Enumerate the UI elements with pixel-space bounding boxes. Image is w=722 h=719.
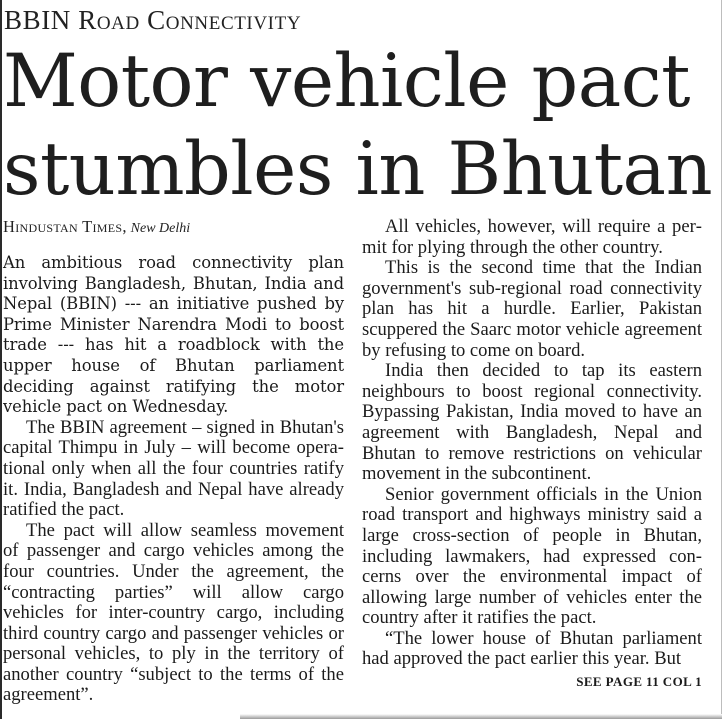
byline <box>3 217 344 239</box>
article-paragraph: The BBIN agreement – signed in Bhutan's capital Thimpu in July – will become operational only when all the four countries ratify it. India, Bangladesh and Nepal have already ratified the pact. <box>3 416 344 521</box>
headline: Motor vehicle pact stumbles in Bhutan <box>3 39 713 212</box>
article-column-right <box>362 217 702 693</box>
article-paragraph: “The lower house of Bhutan parliament had approved the pact earlier this year. But <box>362 627 702 670</box>
kicker: BBIN Road Connectivity <box>4 5 302 35</box>
byline-place: New Delhi <box>130 221 191 236</box>
article-paragraph: The pact will allow seamless movement of passenger and cargo vehicles among the four countries. Under the agreement, the “contracting parties” will allow cargo vehicles for inter-country cargo, including third country cargo and passenger vehicles or personal vehicles, to ply in the territory of another country “subject to the terms of the agreement”. <box>3 519 344 706</box>
byline-agency: Hindustan Times, <box>3 217 127 236</box>
article-column-left <box>3 217 344 706</box>
article-paragraph: An ambitious road connectivity plan involving Bangladesh, Bhutan, India and Nepal (BBIN) --- an initiative pushed by Prime Minister Narendra Modi to boost trade --- has hit a roadblock with the upper house of Bhutan parliament deciding against ratifying the motor vehicle pact on Wednesday. <box>3 253 344 417</box>
left-column-rule <box>0 0 2 719</box>
continued-jump-line: SEE PAGE 11 COL 1 <box>576 674 702 690</box>
article-paragraph: This is the second time that the Indian government's sub-regional road connectivity plan has hit a hurdle. Earlier, Pakistan scuppered the Saarc motor vehicle agreement by refusing to come on board. <box>362 257 702 361</box>
article-paragraph: India then decided to tap its eastern neighbours to boost regional connectivity. Bypassing Pakistan, India moved to have an agreement with Bangladesh, Nepal and Bhutan to remove restrictions on vehicular movement in the subcontinent. <box>362 360 702 485</box>
clipping-edge-shadow <box>240 714 722 719</box>
article-paragraph: All vehicles, however, will require a permit for plying through the other country. <box>362 216 702 258</box>
article-paragraph: Senior government officials in the Union road transport and highways ministry said a large cross-section of people in Bhutan, including lawmakers, had expressed concerns over the environmental impact of allowing large number of vehicles enter the country after it ratifies the pact. <box>362 483 702 629</box>
